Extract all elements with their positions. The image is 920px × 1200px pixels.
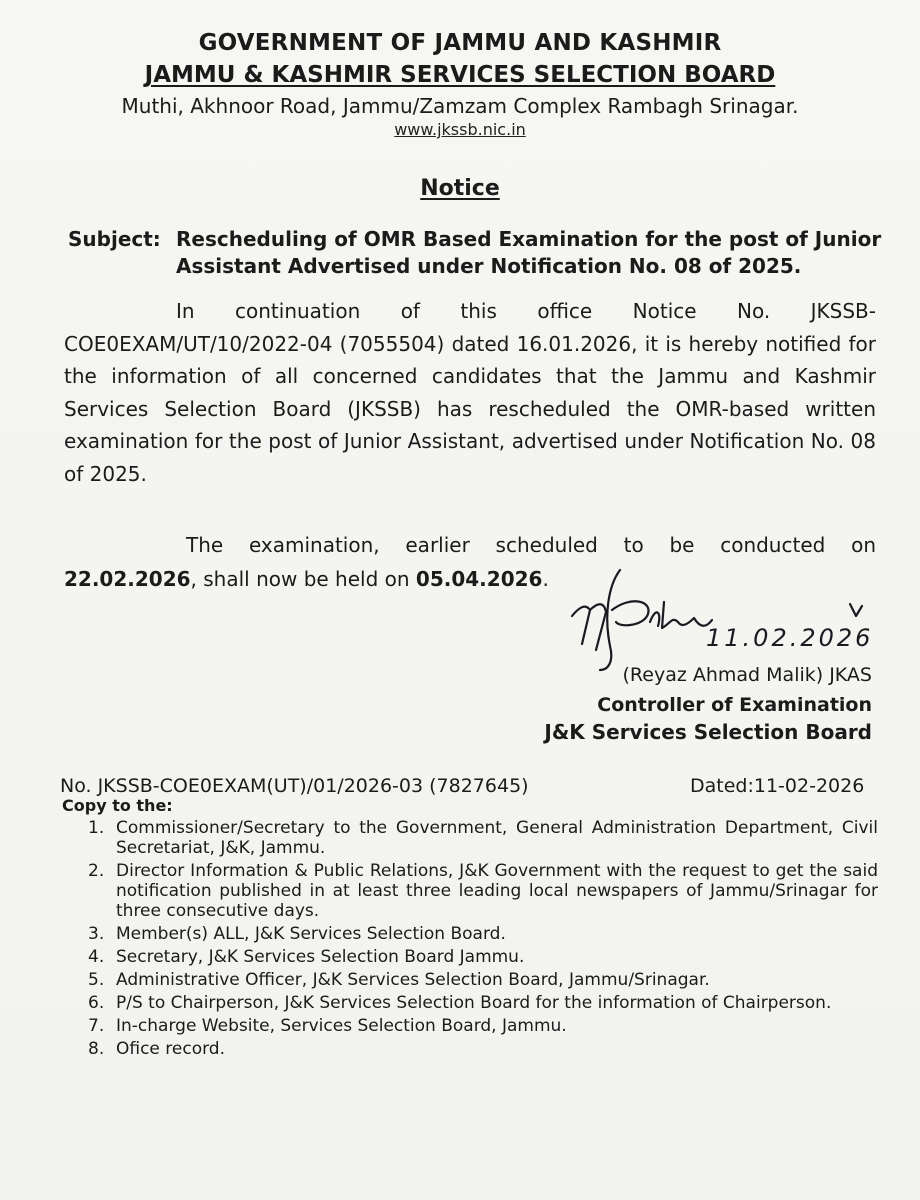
paragraph-2-text-b: , shall now be held on <box>190 567 416 591</box>
list-item-text: In-charge Website, Services Selection Board, Jammu. <box>116 1016 567 1036</box>
list-item <box>88 993 878 1013</box>
old-exam-date: 22.02.2026 <box>64 567 191 591</box>
list-item <box>88 861 878 921</box>
list-item <box>88 924 878 944</box>
paragraph-2-text-c: . <box>542 567 549 591</box>
government-heading: GOVERNMENT OF JAMMU AND KASHMIR <box>198 30 722 56</box>
signatory-organization: J&K Services Selection Board <box>544 720 872 744</box>
signature-date: 11.02.2026 <box>706 624 874 652</box>
list-item-number: 4. <box>88 947 105 967</box>
list-item-text: Ofice record. <box>116 1039 226 1059</box>
list-item <box>88 970 878 990</box>
list-item-text: P/S to Chairperson, J&K Services Selection Board for the information of Chairperson. <box>116 993 832 1013</box>
copy-to-label: Copy to the: <box>62 796 173 815</box>
subject-label: Subject: <box>68 227 161 251</box>
list-item-text: Administrative Officer, J&K Services Selection Board, Jammu/Srinagar. <box>116 970 710 990</box>
list-item-number: 5. <box>88 970 105 990</box>
list-item <box>88 818 878 858</box>
notice-paragraph-1 <box>64 295 876 490</box>
reference-number: No. JKSSB-COE0EXAM(UT)/01/2026-03 (7827645) <box>60 775 529 797</box>
signatory-name: (Reyaz Ahmad Malik) JKAS <box>622 664 872 686</box>
list-item-number: 7. <box>88 1016 105 1036</box>
new-exam-date: 05.04.2026 <box>415 567 543 591</box>
list-item <box>88 947 878 967</box>
signatory-designation: Controller of Examination <box>597 694 872 716</box>
list-item-number: 2. <box>88 861 105 881</box>
subject-text: Rescheduling of OMR Based Examination for the post of Junior Assistant Advertised under Notification No. 08 of 2025. <box>176 227 882 278</box>
reference-date: Dated:11-02-2026 <box>690 775 865 797</box>
notice-title: Notice <box>420 176 500 201</box>
board-address: Muthi, Akhnoor Road, Jammu/Zamzam Complex Rambagh Srinagar. <box>121 94 799 118</box>
list-item-number: 6. <box>88 993 105 1013</box>
paragraph-2-text-a: The examination, earlier scheduled to be conducted on <box>186 533 876 557</box>
list-item-text: Commissioner/Secretary to the Government, General Administration Department, Civil Secretariat, J&K, Jammu. <box>116 818 878 858</box>
list-item <box>88 1039 878 1059</box>
list-item-text: Member(s) ALL, J&K Services Selection Board. <box>116 924 506 944</box>
board-website: www.jkssb.nic.in <box>394 120 526 139</box>
paragraph-1-text: In continuation of this office Notice No. JKSSB-COE0EXAM/UT/10/2022-04 (7055504) dated 16.01.2026, it is hereby notified for the information of all concerned candidates that the Jammu and Kashmir Services Selection Board (JKSSB) has rescheduled the OMR-based written examination for the post of Junior Assistant, advertised under Notification No. 08 of 2025. <box>64 299 876 486</box>
board-heading: JAMMU & KASHMIR SERVICES SELECTION BOARD <box>144 62 776 88</box>
list-item-number: 1. <box>88 818 105 838</box>
list-item-text: Director Information & Public Relations, J&K Government with the request to get the said notification published in at least three leading local newspapers of Jammu/Srinagar for three consecutive days. <box>116 861 878 921</box>
list-item-text: Secretary, J&K Services Selection Board Jammu. <box>116 947 525 967</box>
list-item-number: 8. <box>88 1039 105 1059</box>
list-item <box>88 1016 878 1036</box>
copy-to-list <box>88 818 878 1062</box>
list-item-number: 3. <box>88 924 105 944</box>
